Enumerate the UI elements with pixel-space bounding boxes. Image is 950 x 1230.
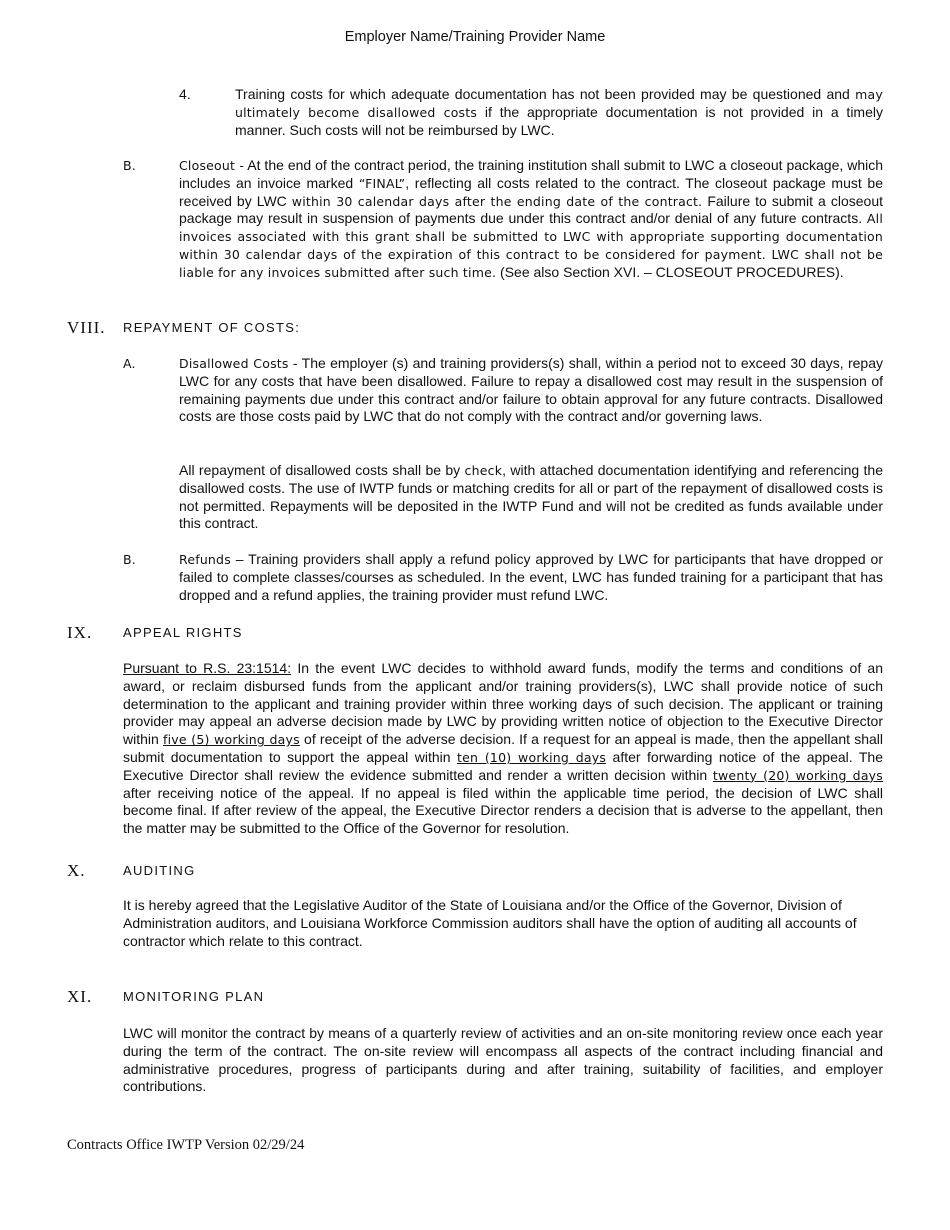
appeal-five-days: five (5) working days bbox=[163, 732, 300, 748]
appeal-ten-days: ten (10) working days bbox=[456, 749, 607, 765]
section-10-title: AUDITING bbox=[123, 863, 196, 878]
section-11-number: XI. bbox=[67, 987, 93, 1006]
closeout-text-4: (See also Section XVI. – CLOSEOUT PROCEDURES). bbox=[496, 263, 844, 280]
section-11-title: MONITORING PLAN bbox=[123, 989, 265, 1004]
item-4-paragraph bbox=[235, 86, 883, 139]
appeal-twenty-days: twenty (20) working days bbox=[712, 767, 883, 783]
closeout-text-3: Failure to submit a closeout package may result in suspension of payments due under this contract and/or denial of any future contracts. bbox=[179, 192, 883, 227]
section-10-number: X. bbox=[67, 861, 86, 880]
item-4-number: 4. bbox=[179, 86, 191, 102]
closeout-label: Closeout - bbox=[179, 158, 245, 173]
closeout-letter: B. bbox=[123, 158, 136, 173]
appeal-statute-reference: Pursuant to R.S. 23:1514: bbox=[123, 660, 292, 676]
section-8-repayment-paragraph bbox=[179, 462, 883, 533]
refunds-text: – Training providers shall apply a refund policy approved by LWC for participants that have dropped or failed to complete classes/courses as scheduled. In the event, LWC has funded training for a participant that has dropped and a refund applies, the training provider must refund LWC. bbox=[179, 551, 883, 603]
monitoring-plan-paragraph: LWC will monitor the contract by means of a quarterly review of activities and an on-site monitoring review once each year during the term of the contract. The on-site review will encompass all aspects of the contract including financial and administrative procedures, progress of participants during and after training, suitability of facilities, and employer contributions. bbox=[123, 1025, 883, 1095]
section-8-number: VIII. bbox=[67, 318, 106, 337]
closeout-text-2: , reflecting all costs related to the contract. The closeout package must be received by LWC bbox=[179, 174, 883, 209]
section-8-b-paragraph bbox=[179, 551, 883, 604]
closeout-deadline: within 30 calendar days after the ending date of the contract. bbox=[291, 193, 703, 209]
repayment-text-2: , with attached documentation identifying and referencing the disallowed costs. The use of IWTP funds or matching credits for all or part of the repayment of disallowed costs is not permitted. Repayments will be deposited in the IWTP Fund and will not be credited as funds available under this contract. bbox=[179, 462, 883, 532]
section-9-title: APPEAL RIGHTS bbox=[123, 625, 243, 640]
closeout-final-mark: “FINAL” bbox=[358, 175, 406, 191]
appeal-text-4: after receiving notice of the appeal. If no appeal is filed within the applicable time period, the decision of LWC shall become final. If after review of the appeal, the Executive Director renders a decision that is adverse to the appellant, then the matter may be submitted to the Office of the Governor for resolution. bbox=[123, 784, 883, 837]
refunds-label: Refunds bbox=[179, 552, 231, 567]
appeal-text-1: In the event LWC decides to withhold award funds, modify the terms and conditions of an award, or reclaim disbursed funds from the applicant and/or training providers(s), LWC shall provide notice of such determination to the applicant and training provider within three working days of such decision. The applicant or training provider may appeal an adverse decision made by LWC by providing written notice of objection to the Executive Director within bbox=[123, 660, 883, 748]
closeout-invoice-terms: All invoices associated with this grant shall be submitted to LWC with appropriate supporting documentation within 30 calendar days of the expiration of this contract to be considered for payment. LWC shall not be liable for any invoices submitted after such time. bbox=[179, 211, 883, 280]
item-4-text: Training costs for which adequate documentation has not been provided may be questioned and bbox=[235, 86, 856, 102]
repayment-text-1: All repayment of disallowed costs shall be by bbox=[179, 462, 465, 478]
closeout-paragraph bbox=[179, 157, 883, 282]
appeal-rights-paragraph bbox=[123, 660, 883, 838]
appeal-text-2: of receipt of the adverse decision. If a request for an appeal is made, then the appellant shall submit documentation to support the appeal within bbox=[123, 731, 883, 765]
section-8-a-letter: A. bbox=[123, 356, 136, 371]
section-8-a-paragraph bbox=[179, 355, 883, 426]
closeout-text-1: At the end of the contract period, the training institution shall submit to LWC a closeout package, which includes an invoice marked bbox=[179, 157, 884, 191]
disallowed-costs-label: Disallowed Costs bbox=[179, 356, 289, 371]
item-4-text-end: if the appropriate documentation is not provided in a timely manner. Such costs will not be reimbursed by LWC. bbox=[235, 103, 883, 138]
running-header: Employer Name/Training Provider Name bbox=[344, 29, 606, 45]
item-4-emphasis: may ultimately become disallowed costs bbox=[235, 87, 883, 120]
section-9-number: IX. bbox=[67, 623, 93, 642]
auditing-paragraph: It is hereby agreed that the Legislative Auditor of the State of Louisiana and/or the Office of the Governor, Division of Administration auditors, and Louisiana Workforce Commission auditors shall have the option of auditing all accounts of contractor which relate to this contract. bbox=[123, 897, 857, 949]
section-8-b-letter: B. bbox=[123, 552, 136, 567]
appeal-text-3: after forwarding notice of the appeal. The Executive Director shall review the evidence submitted and render a written decision within bbox=[123, 748, 883, 783]
repayment-check: check bbox=[464, 463, 503, 478]
footer-version: Contracts Office IWTP Version 02/29/24 bbox=[67, 1137, 305, 1153]
disallowed-costs-text: - The employer (s) and training providers(s) shall, within a period not to exceed 30 days, repay LWC for any costs that have been disallowed. Failure to repay a disallowed cost may result in the suspension of remaining payments due under this contract and/or failure to obtain approval for any future contracts. Disallowed costs are those costs paid by LWC that do not comply with the contract and/or governing laws. bbox=[179, 355, 883, 425]
section-8-title: REPAYMENT OF COSTS: bbox=[123, 320, 301, 335]
